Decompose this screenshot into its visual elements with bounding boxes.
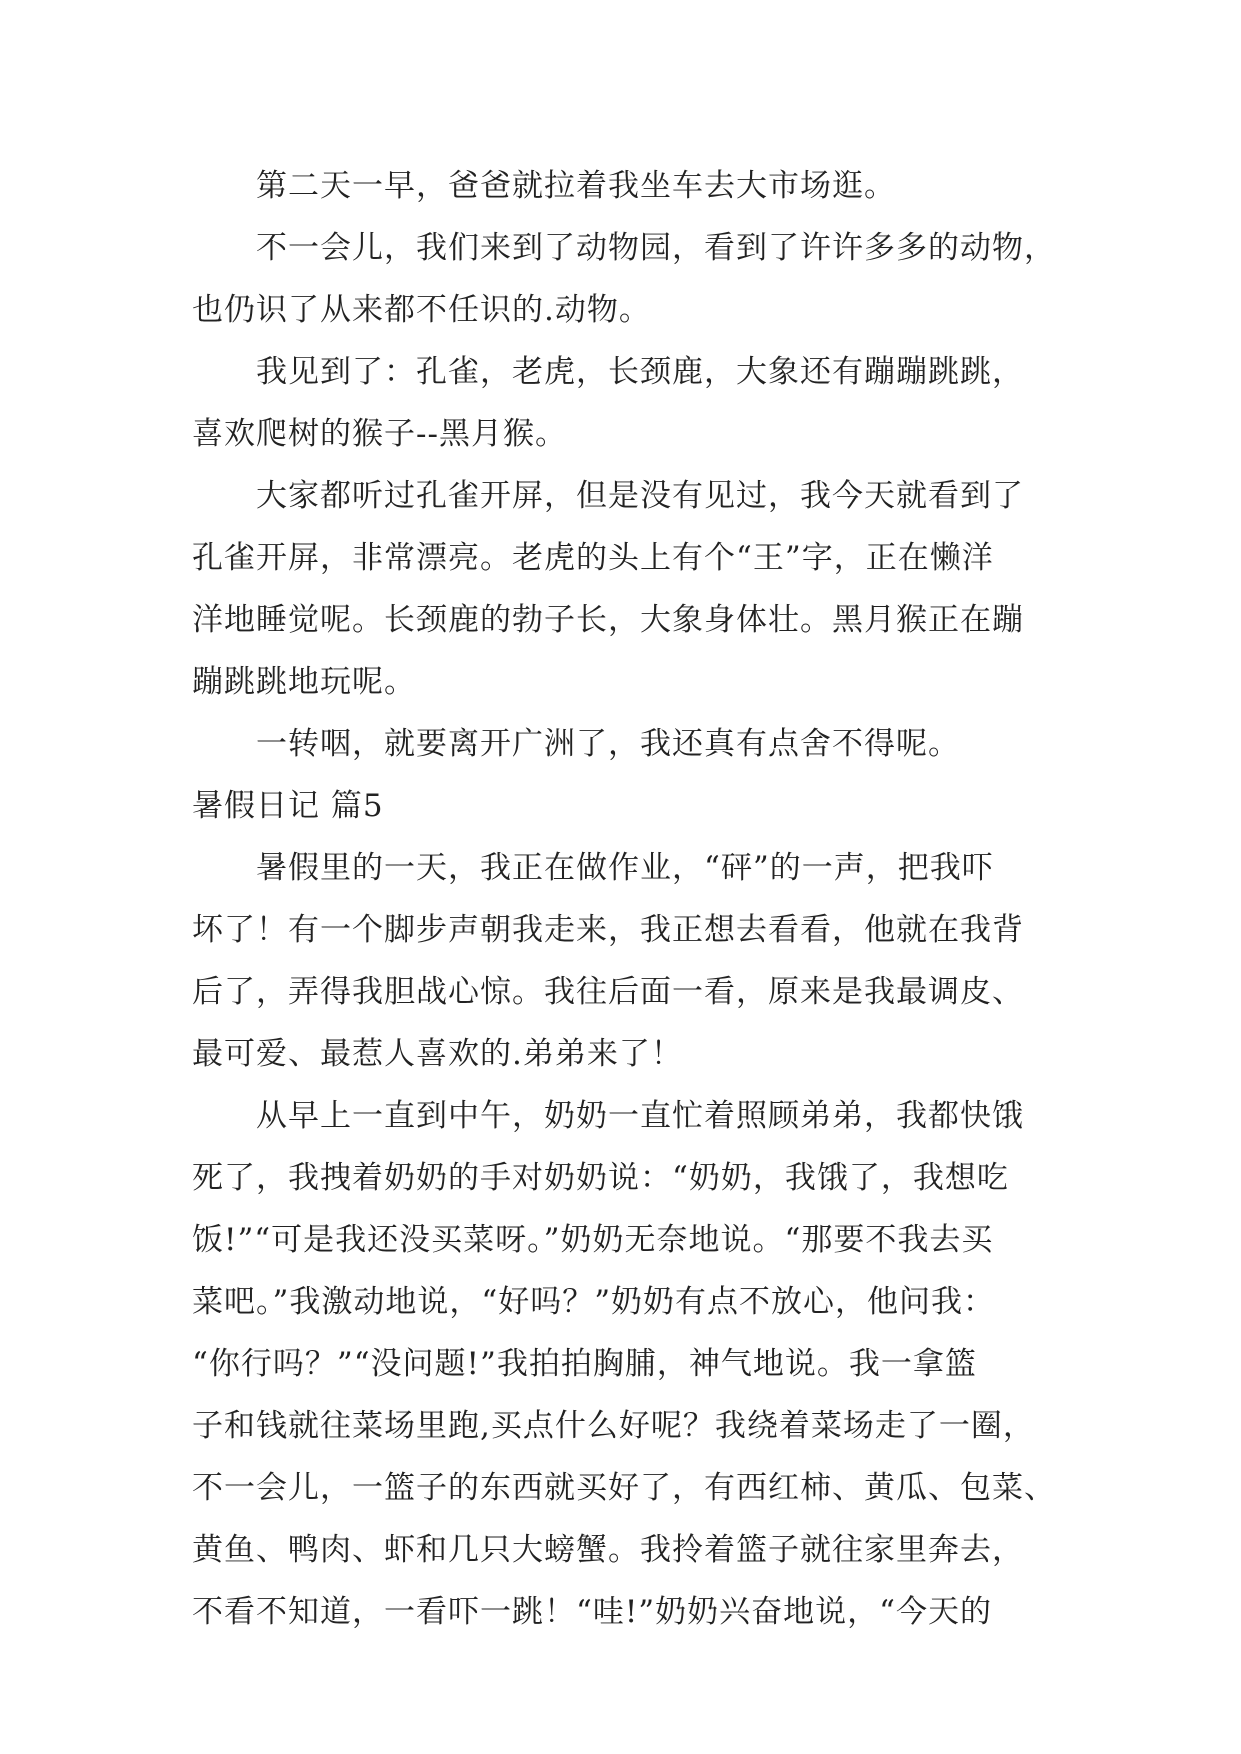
paragraph-line: 坏了！有一个脚步声朝我走来，我正想去看看，他就在我背 [192, 912, 1024, 948]
paragraph-line: 后了，弄得我胆战心惊。我往后面一看，原来是我最调皮、 [192, 974, 1024, 1010]
paragraph-line: 饭!”“可是我还没买菜呀。”奶奶无奈地说。“那要不我去买 [192, 1222, 994, 1258]
paragraph-line: 从早上一直到中午，奶奶一直忙着照顾弟弟，我都快饿 [256, 1098, 1024, 1134]
paragraph-line: 菜吧。”我激动地说，“好吗？”奶奶有点不放心，他问我： [192, 1284, 996, 1320]
paragraph-line: 不看不知道，一看吓一跳！“哇!”奶奶兴奋地说，“今天的 [192, 1594, 992, 1630]
paragraph-line: 喜欢爬树的猴子--黑月猴。 [192, 416, 567, 452]
paragraph-line: 一转咽，就要离开广洲了，我还真有点舍不得呢。 [256, 726, 960, 762]
paragraph-line: 也仍识了从来都不任识的.动物。 [192, 292, 651, 328]
paragraph-line: 洋地睡觉呢。长颈鹿的勃子长，大象身体壮。黑月猴正在蹦 [192, 602, 1024, 638]
paragraph-line: 我见到了：孔雀，老虎，长颈鹿，大象还有蹦蹦跳跳， [256, 354, 1024, 390]
paragraph-line: 死了，我拽着奶奶的手对奶奶说：“奶奶，我饿了，我想吃 [192, 1160, 1009, 1196]
section-heading: 暑假日记 篇5 [192, 788, 384, 824]
paragraph-line: 黄鱼、鸭肉、虾和几只大螃蟹。我拎着篮子就往家里奔去， [192, 1532, 1024, 1568]
paragraph-line: “你行吗？”“没问题!”我拍拍胸脯，神气地说。我一拿篮 [192, 1346, 977, 1382]
paragraph-line: 蹦跳跳地玩呢。 [192, 664, 416, 700]
paragraph-line: 最可爱、最惹人喜欢的.弟弟来了！ [192, 1036, 683, 1072]
paragraph-line: 孔雀开屏，非常漂亮。老虎的头上有个“王”字，正在懒洋 [192, 540, 994, 576]
paragraph-line: 第二天一早，爸爸就拉着我坐车去大市场逛。 [256, 168, 896, 204]
paragraph-line: 暑假里的一天，我正在做作业，“砰”的一声，把我吓 [256, 850, 994, 886]
paragraph-line: 不一会儿，一篮子的东西就买好了，有西红柿、黄瓜、包菜、 [192, 1470, 1056, 1506]
paragraph-line: 不一会儿，我们来到了动物园，看到了许许多多的动物， [256, 230, 1056, 266]
paragraph-line: 子和钱就往菜场里跑,买点什么好呢？我绕着菜场走了一圈， [192, 1408, 1035, 1444]
paragraph-line: 大家都听过孔雀开屏，但是没有见过，我今天就看到了 [256, 478, 1024, 514]
